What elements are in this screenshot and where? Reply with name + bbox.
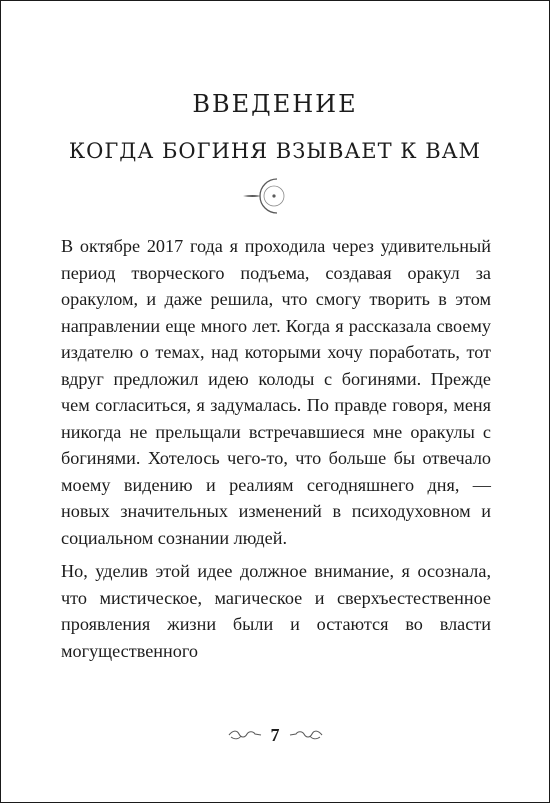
page-subtitle: КОГДА БОГИНЯ ВЗЫВАЕТ К ВАМ [68, 139, 482, 163]
flourish-right-icon [288, 728, 324, 742]
paragraph-2: Но, уделив этой идее должное внимание, я осознала, что мистическое, магическое и сверхъестественное проявления жизни были и остаются во власти могущественного [61, 561, 491, 661]
crescent-moon-icon [239, 171, 309, 221]
flourish-left-icon [227, 728, 263, 742]
paragraph-1: В октябре 2017 года я проходила через удивительный период творческого подъема, создавая оракул за оракулом, и даже решила, что смогу творить в этом направлении еще много лет. Когда я рассказала своему издателю о темах, над которыми хочу поработать, тот вдруг предложил идею колоды с богинями. Прежде чем согласиться, я задумалась. По правде говоря, меня никогда не прельщали встречавшиеся мне оракулы с богинями. Хотелось чего-то, что больше бы отвечало моему видению и реалиям сегодняшнего дня, — новых значительных изменений в психодуховном и социальном сознании людей. [61, 236, 491, 548]
page-footer [1, 723, 549, 747]
page-number: 7 [270, 725, 280, 745]
body-text [61, 233, 491, 671]
page-title: ВВЕДЕНИЕ [192, 90, 358, 118]
